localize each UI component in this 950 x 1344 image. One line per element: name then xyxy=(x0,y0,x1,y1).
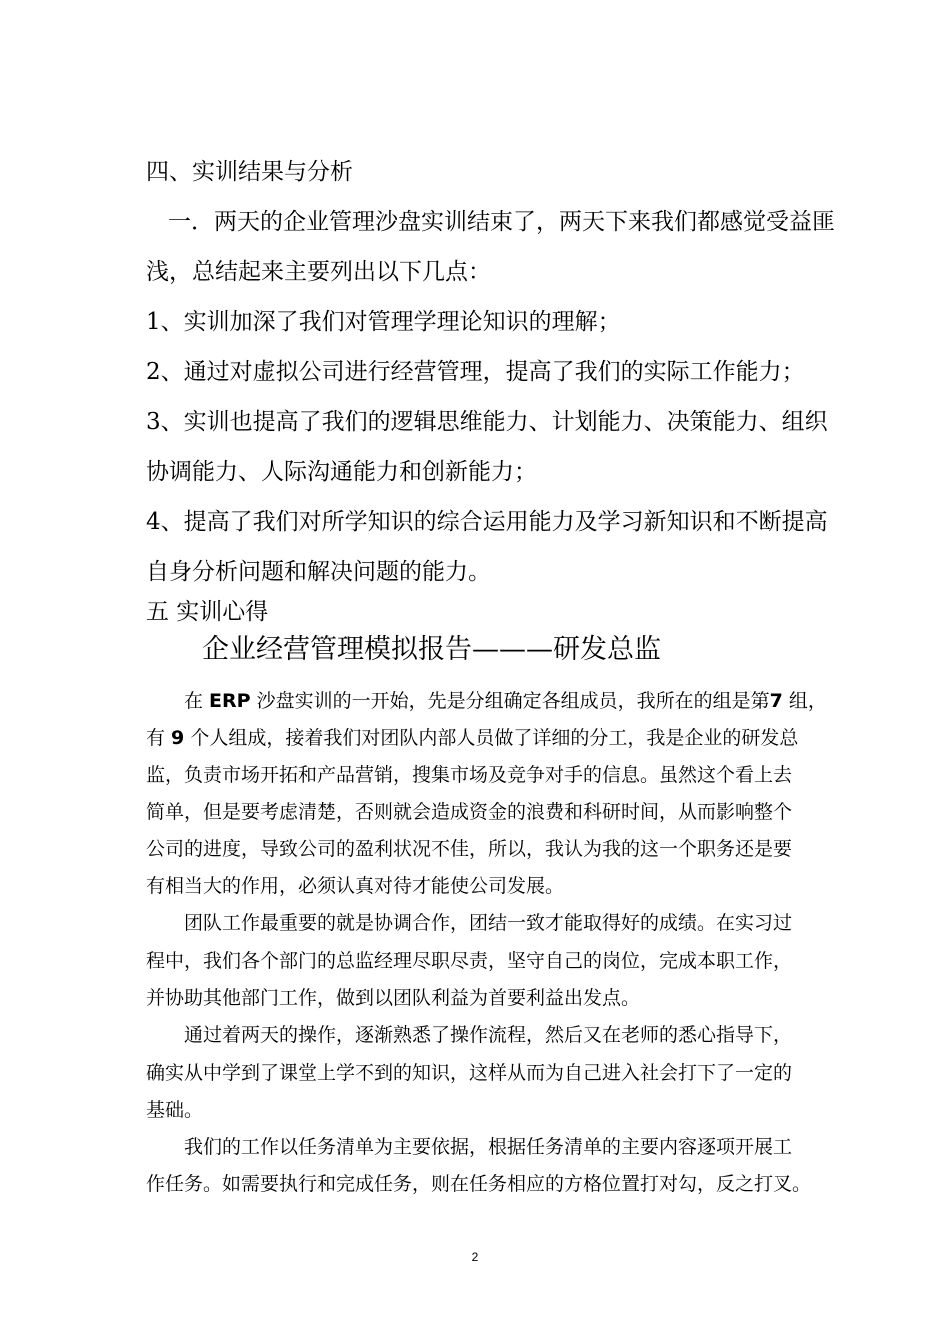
paragraph-4-line-1: 我们的工作以任务清单为主要依据，根据任务清单的主要内容逐项开展工 xyxy=(184,1136,793,1158)
paragraph-1-line-1: 在 ERP 沙盘实训的一开始，先是分组确定各组成员，我所在的组是第7 组， xyxy=(184,690,827,712)
section-4-heading: 四、实训结果与分析 xyxy=(146,159,353,185)
paragraph-1-line-3: 监，负责市场开拓和产品营销，搜集市场及竞争对手的信息。虽然这个看上去 xyxy=(146,764,793,786)
paragraph-3-line-2: 确实从中学到了课堂上学不到的知识，这样从而为自己进入社会打下了一定的 xyxy=(146,1062,793,1084)
list-item-2: 2、通过对虚拟公司进行经营管理，提高了我们的实际工作能力； xyxy=(146,359,805,385)
list-item-1: 1、实训加深了我们对管理学理论知识的理解； xyxy=(146,309,621,335)
intro-line-1: 一．两天的企业管理沙盘实训结束了，两天下来我们都感觉受益匪 xyxy=(168,209,835,235)
paragraph-1-line-5: 公司的进度，导致公司的盈利状况不佳，所以，我认为我的这一个职务还是要 xyxy=(146,838,793,860)
page-number: 2 xyxy=(471,1250,479,1264)
paragraph-2-line-2: 程中，我们各个部门的总监经理尽职尽责，坚守自己的岗位，完成本职工作， xyxy=(146,950,793,972)
paragraph-1-line-2: 有 9 个人组成，接着我们对团队内部人员做了详细的分工，我是企业的研发总 xyxy=(146,727,799,749)
list-item-4-line-1: 4、提高了我们对所学知识的综合运用能力及学习新知识和不断提高 xyxy=(146,509,828,535)
paragraph-3-line-3: 基础。 xyxy=(146,1099,204,1121)
list-item-4-line-2: 自身分析问题和解决问题的能力。 xyxy=(146,559,491,585)
paragraph-1-line-4: 简单，但是要考虑清楚，否则就会造成资金的浪费和科研时间，从而影响整个 xyxy=(146,801,793,823)
list-item-3-line-2: 协调能力、人际沟通能力和创新能力； xyxy=(146,459,537,485)
paragraph-4-line-2: 作任务。如需要执行和完成任务，则在任务相应的方格位置打对勾，反之打叉。 xyxy=(146,1173,812,1195)
paragraph-2-line-3: 并协助其他部门工作，做到以团队利益为首要利益出发点。 xyxy=(146,987,641,1009)
paragraph-3-line-1: 通过着两天的操作，逐渐熟悉了操作流程，然后又在老师的悉心指导下， xyxy=(184,1024,793,1046)
list-item-3-line-1: 3、实训也提高了我们的逻辑思维能力、计划能力、决策能力、组织 xyxy=(146,409,828,435)
paragraph-2-line-1: 团队工作最重要的就是协调合作，团结一致才能取得好的成绩。在实习过 xyxy=(184,912,793,934)
paragraph-1-line-6: 有相当大的作用，必须认真对待才能使公司发展。 xyxy=(146,875,565,897)
report-title: 企业经营管理模拟报告———研发总监 xyxy=(202,634,661,665)
section-5-heading: 五 实训心得 xyxy=(146,599,269,625)
intro-line-2: 浅，总结起来主要列出以下几点： xyxy=(146,259,491,285)
